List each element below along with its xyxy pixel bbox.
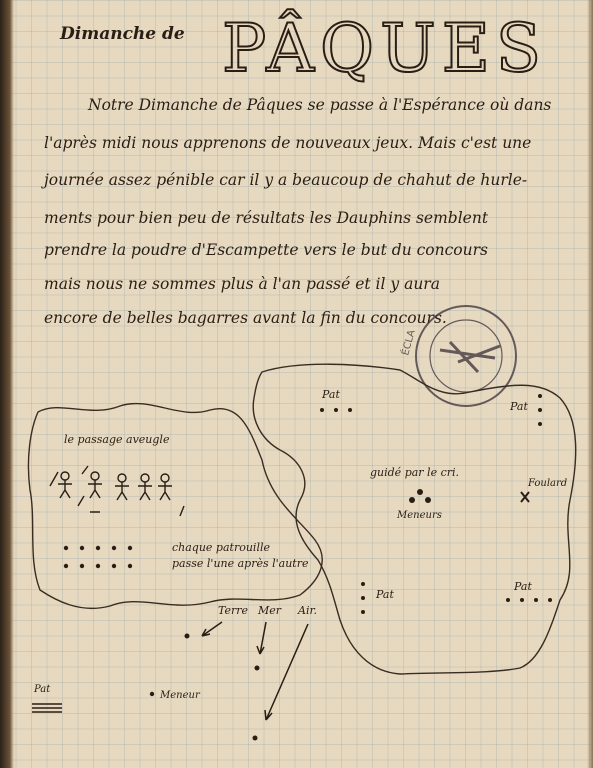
legend-pat-symbol <box>32 704 62 712</box>
label-pat-right-top: Pat <box>510 400 528 413</box>
text-line-6: mais nous ne sommes plus à l'an passé et il y aura <box>44 275 440 293</box>
label-passage-aveugle: le passage aveugle <box>64 433 170 446</box>
direction-arrows <box>202 622 308 720</box>
stick-figures <box>50 466 184 516</box>
label-pat-bottom-right: Pat <box>514 580 532 593</box>
stamp-text: ÉCLA <box>400 328 418 357</box>
text-line-5: prendre la poudre d'Escampette vers le but du concours <box>44 241 488 259</box>
postmark-stamp <box>398 306 516 406</box>
label-pat-bottom-left: Pat <box>376 588 394 601</box>
text-line-2: l'après midi nous apprenons de nouveaux jeux. Mais c'est une <box>44 134 532 152</box>
label-air: Air. <box>298 604 318 617</box>
label-chaque-patrouille: chaque patrouille <box>172 541 270 554</box>
label-meneurs: Meneurs <box>397 510 442 521</box>
text-line-4: ments pour bien peu de résultats les Dauphins semblent <box>44 209 489 227</box>
label-guide-par-le-cri: guidé par le cri. <box>370 466 460 479</box>
label-passe-une-apres-autre: passe l'une après l'autre <box>172 557 309 570</box>
page-heading: Dimanche de <box>60 24 185 44</box>
label-mer: Mer <box>258 604 282 617</box>
label-terre: Terre <box>218 604 249 617</box>
text-line-3: journée assez pénible car il y a beaucoup de chahut de hurle- <box>44 171 528 189</box>
page-title: PÂQUES <box>222 10 548 87</box>
foulard-cross-icon <box>521 492 529 502</box>
text-line-1: Notre Dimanche de Pâques se passe à l'Espérance où dans <box>88 96 552 114</box>
patrol-dots-left <box>64 546 132 568</box>
text-line-7: encore de belles bagarres avant la fin du concours. <box>44 309 447 327</box>
legend-pat: Pat <box>34 684 51 695</box>
legend-meneur: Meneur <box>160 690 200 701</box>
label-foulard: Foulard <box>528 478 568 489</box>
label-pat-top: Pat <box>322 388 340 401</box>
